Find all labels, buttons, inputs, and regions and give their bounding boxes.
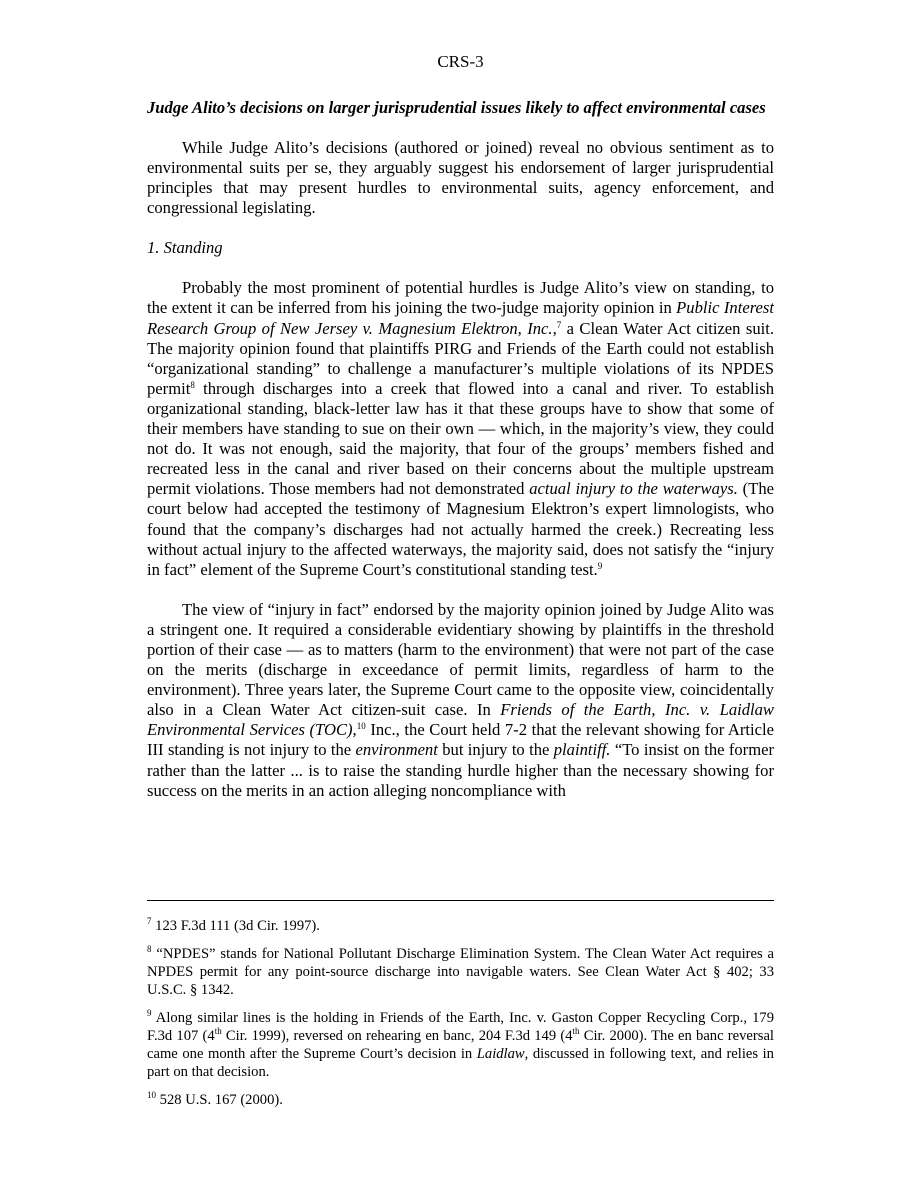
page-body: [147, 52, 774, 801]
page-header: CRS-3: [437, 52, 484, 71]
footnote-number: 7: [147, 916, 152, 926]
case-citation-laidlaw: Friends of the Earth, Inc. v. Laidlaw Environmental Services (TOC),: [147, 700, 774, 740]
text-run: Probably the most prominent of potential hurdles is Judge Alito’s view on standing, to the extent it can be inferred from his joining the two-judge majority opinion in: [147, 278, 774, 318]
text-run: The view of “injury in fact” endorsed by the majority opinion joined by Judge Alito was a stringent one. It required a considerable evidentiary showing by plaintiffs in the threshold portion of their case — as to matters (harm to the environment) that were not part of the case on the merits (discharge in exceedance of permit limits, regardless of harm to the environment). Three years later, the Supreme Court came to the opposite view, coincidentally also in a Clean Water Act citizen-suit case. In: [147, 599, 774, 720]
footnote-ref-10[interactable]: 10: [356, 721, 366, 732]
case-citation-laidlaw-short: Laidlaw: [476, 1046, 525, 1062]
section-heading: Judge Alito’s decisions on larger jurisprudential issues likely to affect environmental cases: [147, 98, 766, 117]
subsection-heading-standing: 1. Standing: [147, 238, 223, 258]
footnote-text: “NPDES” stands for National Pollutant Discharge Elimination System. The Clean Water Act requires a NPDES permit for any point-source discharge into navigable waters. See Clean Water Act § 402; 33 U.S.C. § 1342.: [147, 946, 774, 998]
footnote-10: [147, 1091, 774, 1109]
footnote-8: [147, 945, 774, 999]
text-run: but injury to the: [437, 740, 554, 760]
footnote-ref-8[interactable]: 8: [190, 379, 195, 390]
footnote-number: 9: [147, 1008, 152, 1018]
ordinal-suffix: th: [214, 1026, 222, 1036]
footnote-ref-7[interactable]: 7: [556, 319, 562, 330]
footnote-text: Along similar lines is the holding in Friends of the Earth, Inc. v. Gaston Copper Recycling Corp., 179 F.3d 107 (4: [147, 1010, 774, 1044]
footnote-number: 8: [147, 944, 152, 954]
footnote-text: Cir. 2000). The en banc reversal came one month after the Supreme Court’s decision in: [147, 1028, 774, 1062]
footnote-text: , discussed in following text, and relies in part on that decision.: [147, 1046, 774, 1080]
text-run: “To insist on the former rather than the latter ... is to raise the standing hurdle higher than the necessary showing for success on the merits in an action alleging noncompliance with: [147, 740, 775, 800]
emphasis-actual-injury: actual injury to the waterways.: [529, 479, 738, 499]
emphasis-environment: environment: [355, 740, 438, 760]
emphasis-plaintiff: plaintiff.: [553, 740, 611, 760]
text-run: Inc., the Court held 7-2 that the relevant showing for Article III standing is not injury to the: [147, 720, 774, 760]
text-run: (The court below had accepted the testimony of Magnesium Elektron’s expert limnologists, who found that the company’s discharges had not actually harmed the creek.) Recreating less without actual injury to the affected waterways, the majority said, does not satisfy the “injury in fact” element of the Supreme Court’s constitutional standing test.: [147, 479, 774, 579]
ordinal-suffix: th: [572, 1026, 580, 1036]
standing-paragraph-1: [147, 278, 774, 579]
footnote-9: [147, 1009, 774, 1081]
footnote-text: 528 U.S. 167 (2000).: [156, 1092, 283, 1108]
footnote-7: [147, 917, 774, 935]
footnote-separator: [147, 900, 774, 901]
footnote-text: 123 F.3d 111 (3d Cir. 1997).: [151, 918, 320, 934]
footnote-number: 10: [147, 1090, 156, 1100]
text-run: through discharges into a creek that flowed into a canal and river. To establish organizational standing, black-letter law has it that these groups have to show that some of their members have standing to sue on their own — which, in the majority’s view, they could not do. It was not enough, said the majority, that four of the groups’ members fished and recreated less in the canal and river based on their concerns about the multiple upstream permit violations. Those members had not demonstrated: [147, 378, 774, 499]
standing-paragraph-2: [147, 600, 774, 801]
intro-paragraph: While Judge Alito’s decisions (authored or joined) reveal no obvious sentiment as to environmental suits per se, they arguably suggest his endorsement of larger jurisprudential principles that may present hurdles to environmental suits, agency enforcement, and congressional legislating.: [147, 138, 774, 218]
text-run: a Clean Water Act citizen suit. The majority opinion found that plaintiffs PIRG and Friends of the Earth could not establish “organizational standing” to challenge a manufacturer’s multiple violations of its NPDES permit: [147, 318, 774, 398]
case-citation-magnesium-elektron: Public Interest Research Group of New Jersey v. Magnesium Elektron, Inc.: [147, 298, 774, 338]
footnote-ref-9[interactable]: 9: [597, 560, 603, 571]
footnote-text: Cir. 1999), reversed on rehearing en banc, 204 F.3d 149 (4: [221, 1028, 573, 1044]
footnotes: [147, 917, 774, 1119]
text-run: ,: [552, 318, 557, 338]
